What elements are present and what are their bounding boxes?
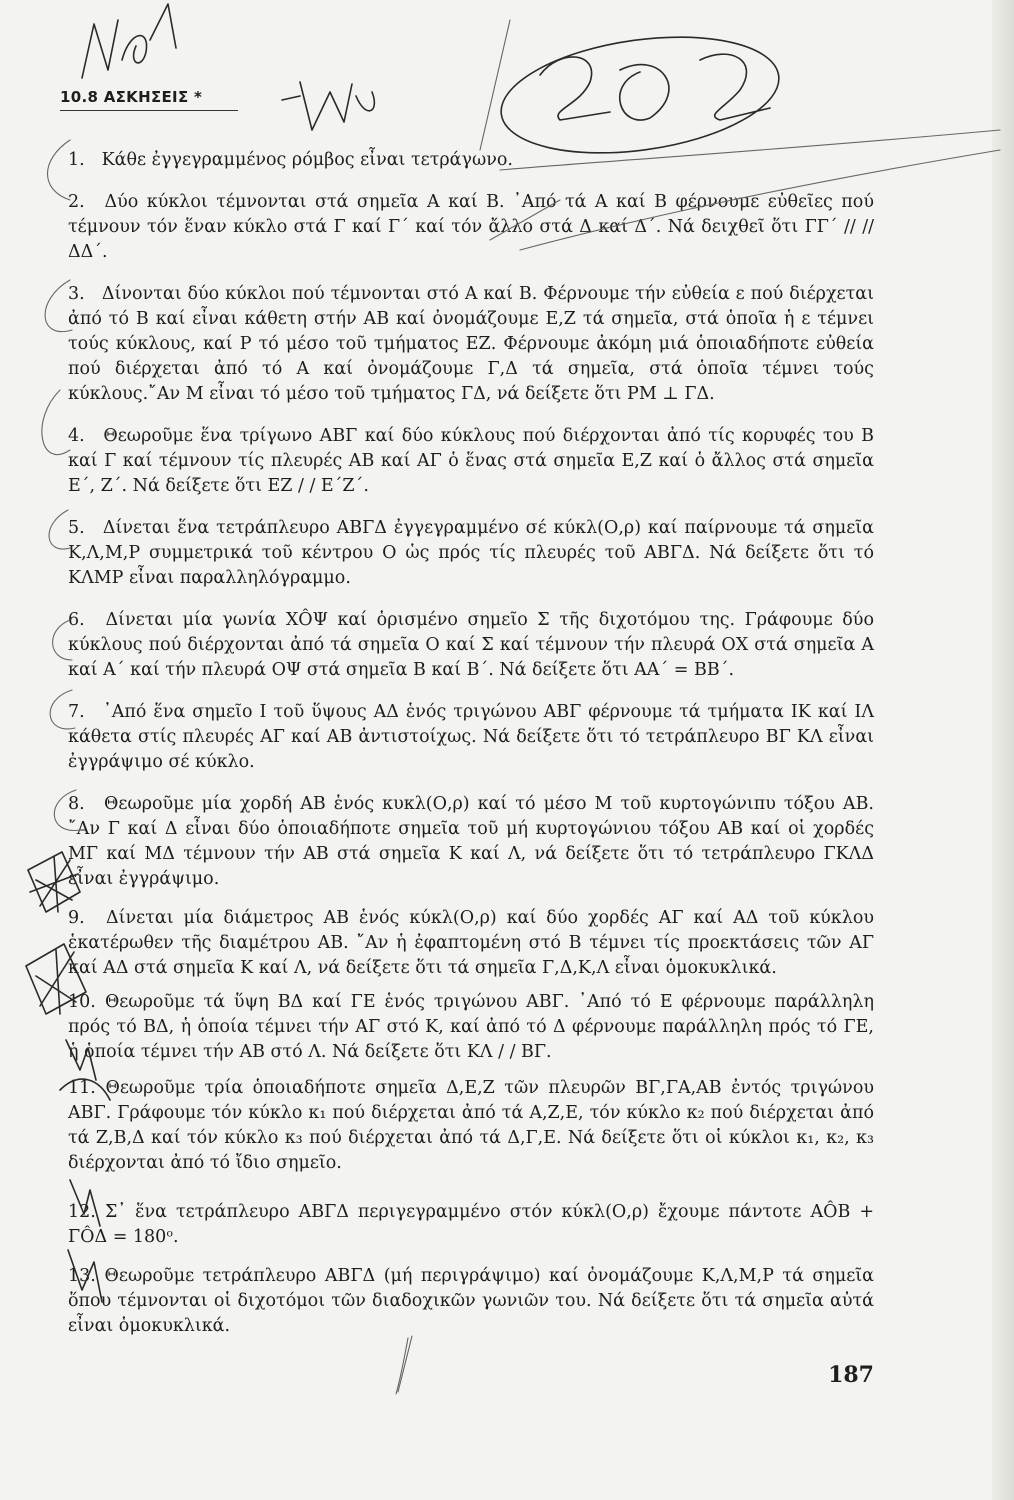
exercise-number: 1. xyxy=(68,150,85,170)
exercise-number: 11. xyxy=(68,1078,96,1098)
top-scribble xyxy=(82,4,176,78)
exercise-number: 13. xyxy=(68,1266,96,1286)
exercise-text: Θεωροῦμε τά ὕψη ΒΔ καί ΓΕ ἑνός τριγώνου ΑΒΓ. ᾿Από τό Ε φέρνουμε παράλληλη πρός τό ΒΔ, ἡ ὁποία τέμνει τήν ΑΓ στό Κ, καί ἀπό τό Δ φέρνουμε παράλληλη πρός τό ΓΕ, ἡ ὁποία τέμνει τήν ΑΒ στό Λ. Νά δείξετε ὅτι ΚΛ / / ΒΓ. xyxy=(68,992,874,1062)
exercise-text: ᾿Από ἕνα σημεῖο Ι τοῦ ὕψους ΑΔ ἑνός τριγώνου ΑΒΓ φέρνουμε τά τμήματα ΙΚ καί ΙΛ κάθετα στίς πλευρές ΑΓ καί ΑΒ ἀντιστοίχως. Νά δείξετε ὅτι τό τετράπλευρο ΒΓ ΚΛ εἶναι ἐγγράψιμο σέ κύκλο. xyxy=(68,702,874,772)
exercise-number: 2. xyxy=(68,192,85,212)
exercise-4 xyxy=(68,424,874,499)
exercise-text: Θεωροῦμε μία χορδή ΑΒ ἑνός κυκλ(Ο,ρ) καί τό μέσο Μ τοῦ κυρτογώνιπυ τόξου ΑΒ. ῎Αν Γ καί Δ εἶναι δύο ὁποιαδήποτε σημεῖα τοῦ μή κυρτογώνιου τόξου ΑΒ καί οἱ χορδές ΜΓ καί ΜΔ τέμνουν τήν ΑΒ στά σημεῖα Κ καί Λ, νά δείξετε ὅτι τό τετράπλευρο ΓΚΛΔ εἶναι ἐγγράψιμο. xyxy=(68,794,874,889)
exercise-7 xyxy=(68,700,874,775)
exercise-3 xyxy=(68,282,874,407)
circled-number-loop xyxy=(494,21,787,169)
exercise-text: Δίνεται μία διάμετρος ΑΒ ἑνός κύκλ(Ο,ρ) καί δύο χορδές ΑΓ καί ΑΔ τοῦ κύκλου ἑκατέρωθεν τῆς διαμέτρου ΑΒ. ῎Αν ἡ ἐφαπτομένη στό Β τέμνει τίς προεκτάσεις τῶν ΑΓ καί ΑΔ στά σημεῖα Κ καί Λ, νά δείξετε ὅτι τά σημεῖα Γ,Δ,Κ,Λ εἶναι ὁμοκυκλικά. xyxy=(68,908,874,978)
exercise-5 xyxy=(68,516,874,591)
section-heading xyxy=(60,88,202,106)
exercise-number: 4. xyxy=(68,426,85,446)
exercise-2 xyxy=(68,190,874,265)
exercise-13 xyxy=(68,1264,874,1339)
exercise-text: Δίνεται μία γωνία ΧÔΨ καί ὁρισμένο σημεῖο Σ τῆς διχοτόμου της. Γράφουμε δύο κύκλους πού διέρχονται ἀπό τά σημεῖα Ο καί Σ καί τέμνουν τήν πλευρά ΟΧ στά σημεῖα Α καί Α΄ καί τήν πλευρά ΟΨ στά σημεῖα Β καί Β΄. Νά δείξετε ὅτι ΑΑ΄ = ΒΒ΄. xyxy=(68,610,874,680)
exercise-text: Δίνεται ἕνα τετράπλευρο ΑΒΓΔ ἐγγεγραμμένο σέ κύκλ(Ο,ρ) καί παίρνουμε τά σημεῖα Κ,Λ,Μ,Ρ συμμετρικά τοῦ κέντρου Ο ὡς πρός τίς πλευρές τοῦ ΑΒΓΔ. Νά δείξετε ὅτι τό ΚΛΜΡ εἶναι παραλληλόγραμμο. xyxy=(68,518,874,588)
exercise-number: 5. xyxy=(68,518,85,538)
exercise-number: 6. xyxy=(68,610,85,630)
exercise-12 xyxy=(68,1200,874,1250)
exercise-text: Δύο κύκλοι τέμνονται στά σημεῖα Α καί Β. ᾿Από τά Α καί Β φέρνουμε εὐθεῖες πού τέμνουν τόν ἕναν κύκλο στά Γ καί Γ΄ καί τόν ἄλλο στά Δ καί Δ΄. Νά δειχθεῖ ὅτι ΓΓ΄ // // ΔΔ΄. xyxy=(68,192,874,262)
exercise-number: 8. xyxy=(68,794,85,814)
circled-number-202 xyxy=(540,54,770,120)
section-title: 10.8 ΑΣΚΗΣΕΙΣ * xyxy=(60,88,203,106)
page-number: 187 xyxy=(828,1362,874,1388)
exercise-text: Κάθε ἐγγεγραμμένος ρόμβος εἶναι τετράγωνο. xyxy=(101,150,513,170)
exercise-11 xyxy=(68,1076,874,1176)
exercise-number: 7. xyxy=(68,702,85,722)
exercise-text: Θεωροῦμε τρία ὁποιαδήποτε σημεῖα Δ,Ε,Ζ τῶν πλευρῶν ΒΓ,ΓΑ,ΑΒ ἐντός τριγώνου ΑΒΓ. Γράφουμε τόν κύκλο κ₁ πού διέρχεται ἀπό τά Α,Ζ,Ε, τόν κύκλο κ₂ πού διέρχεται ἀπό τά Ζ,Β,Δ καί τόν κύκλο κ₃ πού διέρχεται ἀπό τά Δ,Γ,Ε. Νά δείξετε ὅτι οἱ κύκλοι κ₁, κ₂, κ₃ διέρχονται ἀπό τό ἴδιο σημεῖο. xyxy=(68,1078,874,1173)
exercise-number: 3. xyxy=(68,284,85,304)
heading-scribble xyxy=(282,82,374,130)
exercise-number: 9. xyxy=(68,908,85,928)
exercise-10 xyxy=(68,990,874,1065)
exercise-text: Δίνονται δύο κύκλοι πού τέμνονται στό Α καί Β. Φέρνουμε τήν εὐθεία ε πού διέρχεται ἀπό τό Β καί εἶναι κάθετη στήν ΑΒ καί ὀνομάζουμε Ε,Ζ τά σημεῖα, στά ὁποῖα ἡ ε τέμνει τούς κύκλους, καί Ρ τό μέσο τοῦ τμήματος ΕΖ. Φέρνουμε ἀκόμη μιά ὁποιαδήποτε εὐθεία πού διέρχεται ἀπό τό Α καί ὀνομάζουμε Γ,Δ τά σημεῖα, στά ὁποῖα τέμνει τούς κύκλους.῎Αν Μ εἶναι τό μέσο τοῦ τμήματος ΓΔ, νά δείξετε ὅτι ΡΜ ⊥ ΓΔ. xyxy=(68,284,874,404)
exercise-number: 12. xyxy=(68,1202,96,1222)
bottom-stroke xyxy=(396,1336,412,1394)
exercise-6 xyxy=(68,608,874,683)
exercise-text: Σ᾿ ἕνα τετράπλευρο ΑΒΓΔ περιγεγραμμένο στόν κύκλ(Ο,ρ) ἔχουμε πάντοτε ΑÔΒ + ΓÔΔ = 180ᵒ. xyxy=(68,1202,874,1247)
page-edge xyxy=(992,0,1014,1500)
exercise-number: 10. xyxy=(68,992,96,1012)
heading-underline xyxy=(60,110,238,111)
exercise-text: Θεωροῦμε ἕνα τρίγωνο ΑΒΓ καί δύο κύκλους πού διέρχονται ἀπό τίς κορυφές του Β καί Γ καί τέμνουν τίς πλευρές ΑΒ καί ΑΓ ὁ ἕνας στά σημεῖα Ε,Ζ καί ὁ ἄλλος στά σημεῖα Ε΄, Ζ΄. Νά δείξετε ὅτι ΕΖ / / Ε΄Ζ΄. xyxy=(68,426,874,496)
exercise-8 xyxy=(68,792,874,892)
exercise-text: Θεωροῦμε τετράπλευρο ΑΒΓΔ (μή περιγράψιμο) καί ὀνομάζουμε Κ,Λ,Μ,Ρ τά σημεῖα ὅπου τέμνονται οἱ διχοτόμοι τῶν διαδοχικῶν γωνιῶν του. Νά δείξετε ὅτι τά σημεῖα αὐτά εἶναι ὁμοκυκλικά. xyxy=(68,1266,874,1336)
exercise-1 xyxy=(68,148,874,173)
exercise-9 xyxy=(68,906,874,981)
